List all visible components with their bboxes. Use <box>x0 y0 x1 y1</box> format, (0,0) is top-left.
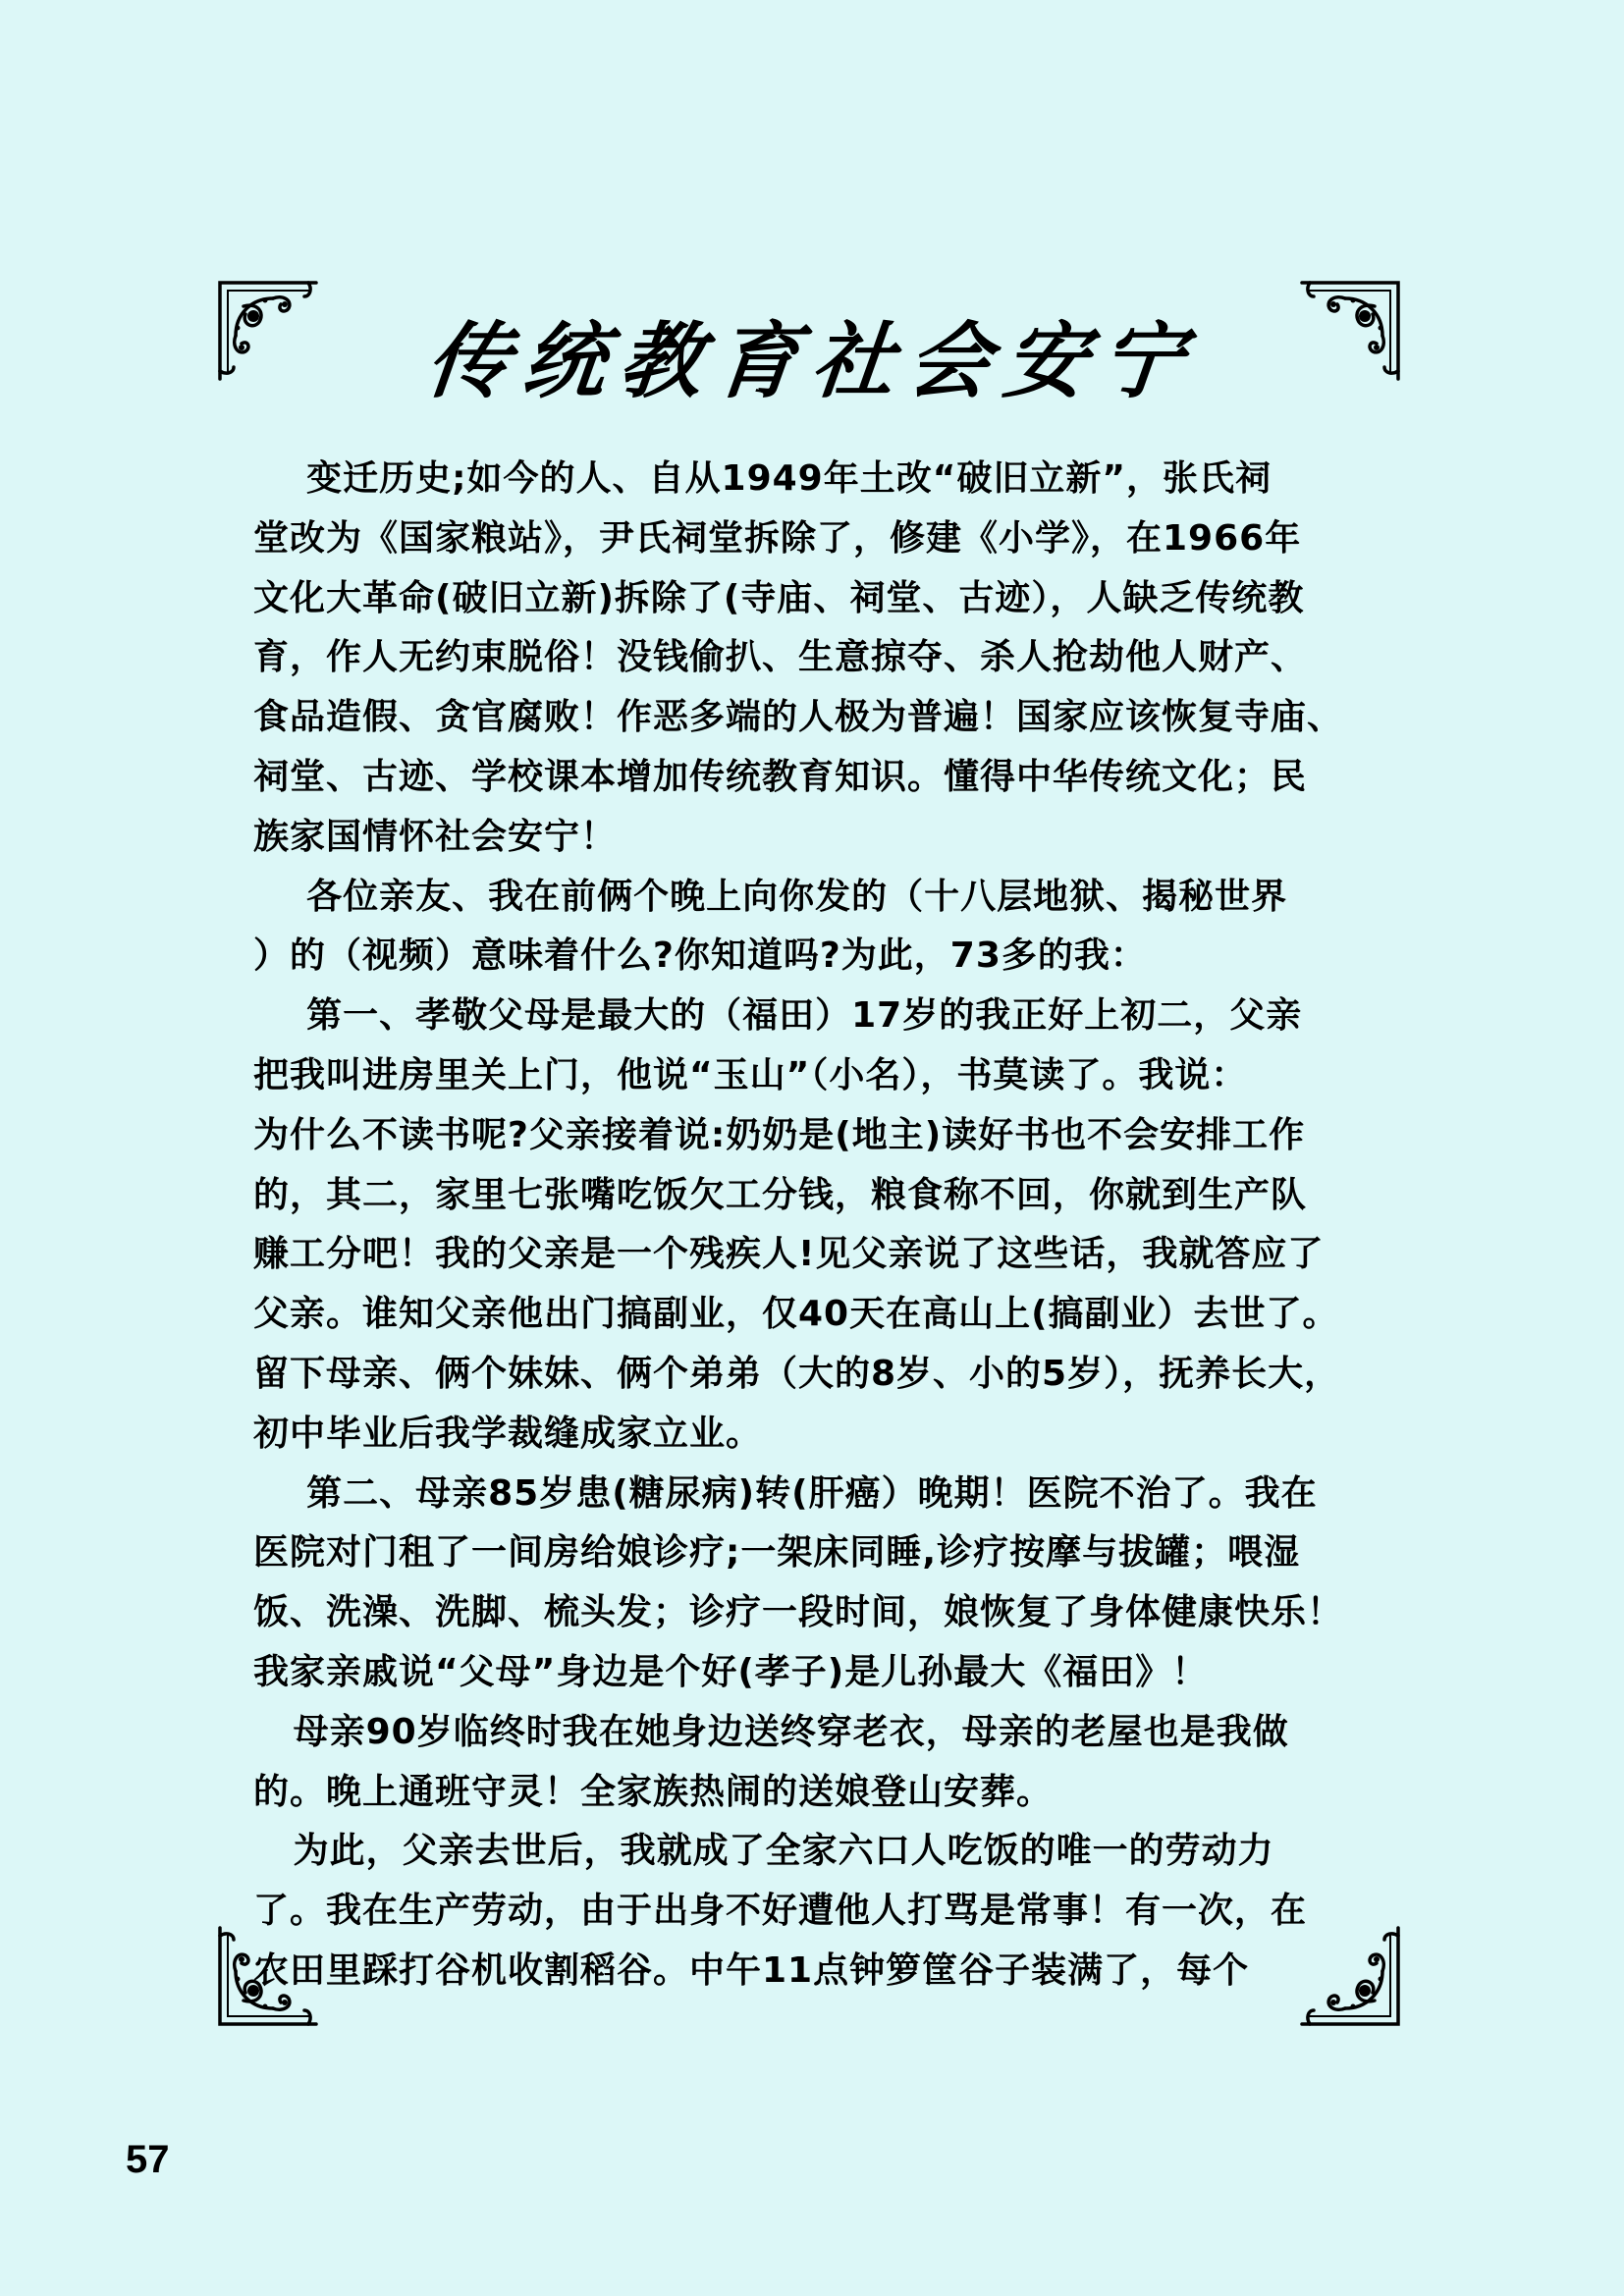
text-line: 赚工分吧！我的父亲是一个残疾人!见父亲说了这些话，我就答应了 <box>253 1234 1325 1275</box>
page-title: 传统教育社会安宁 <box>421 312 1203 409</box>
text-line: 第一、孝敬父母是最大的（福田）17岁的我正好上初二，父亲 <box>253 995 1303 1037</box>
text-line: 食品造假、贪官腐败！作恶多端的人极为普遍！国家应该恢复寺庙、 <box>253 697 1344 738</box>
text-line: 为什么不读书呢?父亲接着说:奶奶是(地主)读好书也不会安排工作 <box>253 1114 1306 1155</box>
text-line: 文化大革命(破旧立新)拆除了(寺庙、祠堂、古迹），人缺乏传统教 <box>253 577 1305 618</box>
text-line: 族家国情怀社会安宁！ <box>253 816 618 857</box>
text-line: 饭、洗澡、洗脚、梳头发；诊疗一段时间，娘恢复了身体健康快乐！ <box>253 1592 1344 1633</box>
text-line: 为此，父亲去世后，我就成了全家六口人吃饭的唯一的劳动力 <box>253 1831 1274 1872</box>
text-line: 堂改为《国家粮站》，尹氏祠堂拆除了，修建《小学》，在1966年 <box>253 517 1302 559</box>
text-line: 育，作人无约束脱俗！没钱偷扒、生意掠夺、杀人抢劫他人财产、 <box>253 637 1308 678</box>
text-line: 各位亲友、我在前俩个晚上向你发的（十八层地狱、揭秘世界 <box>253 876 1288 917</box>
text-line: 的，其二，家里七张嘴吃饭欠工分钱，粮食称不回，你就到生产队 <box>253 1174 1308 1215</box>
text-line: 的。晚上通班守灵！全家族热闹的送娘登山安葬。 <box>253 1771 1054 1812</box>
page-number: 57 <box>126 2138 170 2181</box>
text-line: 留下母亲、俩个妹妹、俩个弟弟（大的8岁、小的5岁），抚养长大， <box>253 1353 1341 1394</box>
text-line: 第二、母亲85岁患(糖尿病)转(肝癌）晚期！医院不治了。我在 <box>253 1472 1318 1514</box>
text-line: 父亲。谁知父亲他出门搞副业，仅40天在高山上(搞副业）去世了。 <box>253 1294 1339 1335</box>
text-line: 了。我在生产劳动，由于出身不好遭他人打骂是常事！有一次，在 <box>253 1891 1308 1932</box>
text-line: 初中毕业后我学裁缝成家立业。 <box>253 1413 763 1454</box>
text-line: 医院对门租了一间房给娘诊疗;一架床同睡,诊疗按摩与拔罐；喂湿 <box>253 1532 1301 1574</box>
text-line: 母亲90岁临终时我在她身边送终穿老衣，母亲的老屋也是我做 <box>253 1711 1289 1752</box>
text-line: 变迁历史;如今的人、自从1949年土改“破旧立新”，张氏祠 <box>253 458 1272 499</box>
text-line: 农田里踩打谷机收割稻谷。中午11点钟箩筐谷子装满了，每个 <box>253 1949 1250 1991</box>
text-line: 把我叫进房里关上门，他说“玉山”（小名），书莫读了。我说： <box>253 1054 1248 1095</box>
text-line: 我家亲戚说“父母”身边是个好(孝子)是儿孙最大《福田》！ <box>253 1651 1209 1692</box>
article-body <box>253 450 1451 2002</box>
text-line: ）的（视频）意味着什么?你知道吗?为此，73多的我： <box>253 935 1147 977</box>
text-line: 祠堂、古迹、学校课本增加传统教育知识。懂得中华传统文化；民 <box>253 756 1308 797</box>
